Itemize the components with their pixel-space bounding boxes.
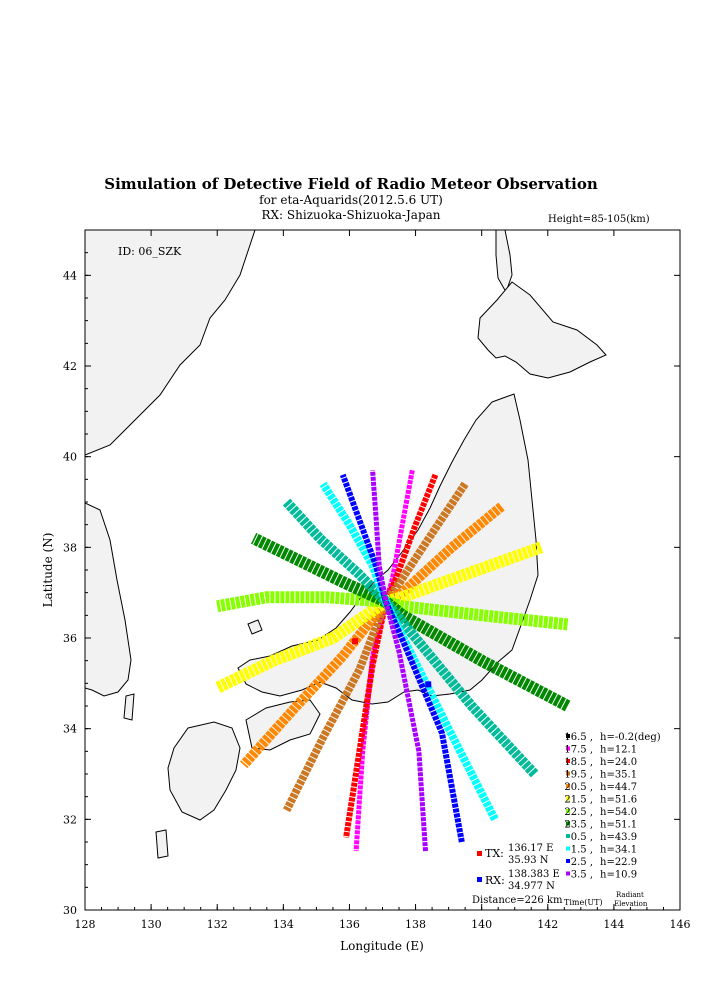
legend-time: 22.5 ,: [564, 807, 593, 818]
tx-longitude: 136.17 E: [508, 843, 554, 854]
legend-time: 17.5 ,: [564, 744, 593, 756]
y-axis-label: Latitude (N): [41, 532, 55, 608]
x-tick-label: 138: [405, 918, 427, 931]
y-tick-label: 40: [63, 450, 77, 464]
tx-legend-swatch: [477, 851, 482, 856]
legend-time: 20.5 ,: [564, 782, 593, 793]
legend-elevation: h=51.1: [600, 819, 638, 831]
legend-elevation: h=51.6: [600, 794, 638, 806]
legend-time: 16.5 ,: [564, 732, 593, 743]
station-id: ID: 06_SZK: [118, 245, 182, 258]
distance-label: Distance=226 km: [472, 895, 563, 906]
legend-elevation-label: Radiant: [616, 891, 644, 899]
x-tick-label: 140: [471, 918, 493, 931]
height-note: Height=85-105(km): [548, 214, 650, 225]
legend-elevation: h=44.7: [600, 782, 638, 793]
x-tick-label: 130: [140, 918, 162, 931]
rx-legend-swatch: [477, 877, 482, 882]
rx-label: RX:: [485, 874, 505, 887]
rx-station-marker: [425, 681, 431, 687]
y-tick-label: 34: [63, 722, 77, 736]
legend-elevation: h=-0.2(deg): [600, 732, 661, 743]
legend-elevation: h=10.9: [600, 869, 638, 881]
x-tick-label: 142: [537, 918, 559, 931]
legend-elevation: h=22.9: [600, 857, 638, 868]
tx-label: TX:: [485, 847, 504, 860]
x-tick-label: 146: [669, 918, 691, 931]
legend-time: 21.5 ,: [564, 794, 593, 806]
tx-latitude: 35.93 N: [508, 855, 549, 866]
legend-elevation: h=12.1: [600, 744, 638, 756]
legend-time: 18.5 ,: [564, 757, 593, 768]
chart-subtitle: for eta-Aquarids(2012.5.6 UT): [259, 193, 443, 207]
legend-time: 23.5 ,: [564, 819, 593, 831]
x-tick-label: 128: [74, 918, 96, 931]
legend-elevation: h=43.9: [600, 832, 638, 843]
legend-time-label: Time(UT): [564, 898, 603, 907]
y-tick-label: 36: [63, 632, 77, 645]
x-tick-label: 134: [272, 918, 294, 931]
legend-time: 2.5 ,: [570, 857, 593, 868]
y-tick-label: 32: [63, 813, 77, 827]
chart-subtitle-receiver: RX: Shizuoka-Shizuoka-Japan: [261, 208, 441, 222]
legend-elevation-label-2: Elevation: [614, 900, 648, 908]
legend-elevation: h=35.1: [600, 769, 638, 781]
legend-time: 19.5 ,: [564, 769, 593, 781]
legend-time: 3.5 ,: [570, 869, 593, 881]
tx-station-marker: [352, 638, 358, 644]
legend-elevation: h=34.1: [600, 844, 638, 856]
x-axis-label: Longitude (E): [340, 939, 424, 953]
legend-swatch: [566, 872, 570, 876]
chart-title: Simulation of Detective Field of Radio Meteor Observation: [104, 175, 598, 193]
legend-time: 0.5 ,: [570, 832, 593, 843]
legend-elevation: h=24.0: [600, 757, 638, 768]
y-tick-label: 42: [63, 360, 77, 373]
y-tick-label: 30: [63, 904, 77, 917]
legend-swatch: [566, 834, 570, 838]
y-tick-label: 38: [63, 541, 77, 555]
legend-time: 1.5 ,: [570, 844, 593, 856]
legend-swatch: [566, 847, 570, 851]
legend-elevation: h=54.0: [600, 807, 638, 818]
y-tick-label: 44: [63, 269, 77, 283]
rx-latitude: 34.977 N: [508, 881, 555, 892]
x-tick-label: 132: [206, 918, 228, 931]
rx-longitude: 138.383 E: [508, 869, 560, 880]
x-tick-label: 136: [338, 918, 360, 931]
x-tick-label: 144: [603, 918, 625, 931]
legend-swatch: [566, 859, 570, 863]
